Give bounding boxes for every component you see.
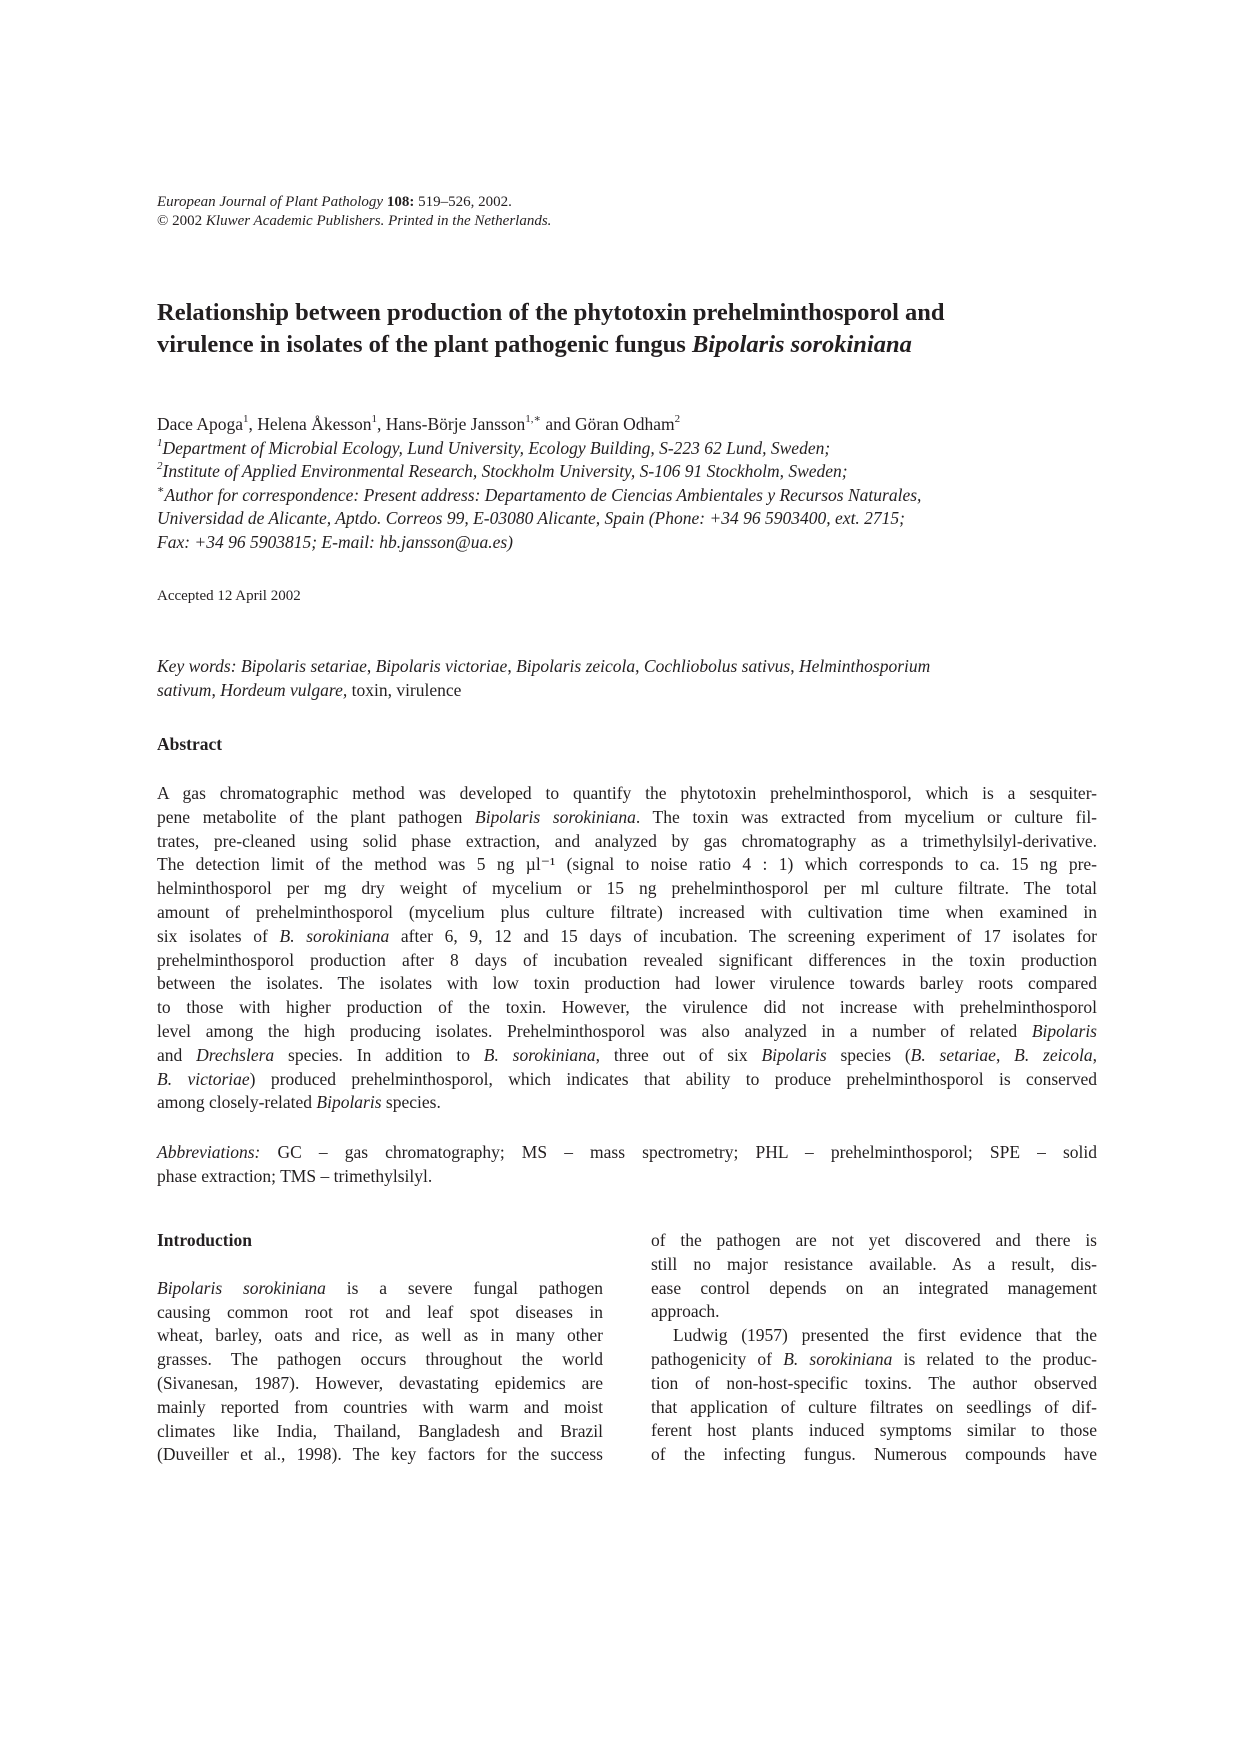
author-1-sup: 1 bbox=[243, 413, 249, 426]
copyright-symbol: © 2002 bbox=[157, 213, 206, 229]
text-run: ) produced prehelminthosporol, which indicates that ability to produce prehelminthosporol is conserved bbox=[249, 1068, 1098, 1089]
title-line-2-prefix: virulence in isolates of the plant pathogenic fungus bbox=[157, 331, 692, 358]
author-2: , Helena Åkesson bbox=[248, 414, 372, 434]
keyword-separator: , bbox=[366, 656, 376, 676]
keyword-separator: , bbox=[211, 679, 221, 700]
journal-copyright bbox=[157, 212, 1057, 231]
title-line-1: Relationship between production of the phytotoxin prehelminthosporol and bbox=[157, 299, 945, 326]
affiliation-1-text: Department of Microbial Ecology, Lund University, Ecology Building, S-223 62 Lund, Sweden; bbox=[162, 437, 831, 458]
author-2-sup: 1 bbox=[371, 413, 377, 426]
abstract-heading: Abstract bbox=[157, 734, 223, 754]
introduction-heading: Introduction bbox=[157, 1230, 252, 1250]
introduction-left-column bbox=[157, 1229, 603, 1467]
correspondence-text-3: Fax: +34 96 5903815; E-mail: hb.jansson@ua.es) bbox=[157, 531, 513, 552]
correspondence-text-1: Author for correspondence: Present address: Departamento de Ciencias Ambientales y Recursos Naturales, bbox=[164, 484, 922, 505]
species-name: Bipolaris bbox=[761, 1044, 827, 1065]
abstract-line: prehelminthosporol production after 8 days of incubation revealed significant differences in the toxin production bbox=[157, 949, 1097, 970]
affiliation-1 bbox=[157, 437, 1117, 461]
text-run: six isolates of bbox=[157, 925, 280, 946]
text-run: species. bbox=[381, 1092, 441, 1113]
abbreviations-line bbox=[157, 1141, 1097, 1165]
species-name: B. sorokiniana bbox=[483, 1044, 596, 1065]
title-species: Bipolaris sorokiniana bbox=[691, 331, 912, 358]
abstract-body bbox=[157, 782, 1097, 1115]
keyword-4: Cochliobolus sativus bbox=[643, 656, 791, 676]
introduction-right-column bbox=[651, 1229, 1097, 1467]
text-run: is related to the produc- bbox=[892, 1348, 1097, 1369]
body-line: of the pathogen are not yet discovered and there is bbox=[651, 1230, 1097, 1250]
species-name: B. sorokiniana bbox=[783, 1348, 893, 1369]
body-line: ease control depends on an integrated management bbox=[651, 1277, 1097, 1298]
species-name: Bipolaris sorokiniana bbox=[475, 806, 636, 827]
keyword-1: Bipolaris setariae bbox=[240, 656, 367, 676]
body-line bbox=[651, 1348, 1097, 1372]
text-run: . The toxin was extracted from mycelium or culture fil- bbox=[635, 806, 1098, 827]
journal-volume: 108: bbox=[386, 194, 415, 210]
abstract-line bbox=[157, 1068, 1097, 1092]
text-run: species. In addition to bbox=[274, 1044, 484, 1065]
species-name: Drechslera bbox=[196, 1044, 275, 1065]
keyword-2: Bipolaris victoriae bbox=[375, 656, 508, 676]
keywords-line-2 bbox=[157, 679, 1097, 703]
text-run: species ( bbox=[826, 1044, 911, 1065]
journal-header bbox=[157, 193, 1057, 231]
species-name: Bipolaris bbox=[316, 1092, 382, 1113]
body-line: of the infecting fungus. Numerous compounds have bbox=[651, 1444, 1097, 1465]
author-block bbox=[157, 413, 1117, 554]
abbreviations bbox=[157, 1141, 1097, 1189]
correspondence-line-2 bbox=[157, 507, 1117, 531]
abstract-line bbox=[157, 1044, 1097, 1068]
affiliation-2 bbox=[157, 460, 1117, 484]
keyword-separator: , bbox=[635, 656, 644, 676]
text-run: and bbox=[157, 1044, 197, 1065]
keyword-3: Bipolaris zeicola bbox=[516, 656, 636, 676]
keyword-separator: , bbox=[790, 656, 799, 676]
body-line: climates like India, Thailand, Bangladesh and Brazil bbox=[157, 1420, 603, 1441]
text-run: , three out of six bbox=[595, 1044, 762, 1065]
accepted-date: Accepted 12 April 2002 bbox=[157, 588, 301, 604]
keywords-label: Key words: bbox=[157, 656, 241, 676]
abstract-line: A gas chromatographic method was developed to quantify the phytotoxin prehelminthosporol, which is a sesquiter- bbox=[157, 783, 1097, 803]
journal-citation bbox=[157, 193, 1057, 212]
text-run: pathogenicity of bbox=[651, 1348, 784, 1369]
text-run: GC – gas chromatography; MS – mass spectrometry; PHL – prehelminthosporol; SPE – solid bbox=[260, 1142, 1097, 1162]
affiliation-1-sup: 1 bbox=[157, 436, 163, 449]
abbreviations-label: Abbreviations: bbox=[157, 1142, 261, 1162]
body-line: (Duveiller et al., 1998). The key factors for the success bbox=[157, 1444, 603, 1465]
text-run: level among the high producing isolates. Prehelminthosporol was also analyzed in a number of related bbox=[157, 1020, 1032, 1041]
abstract-line: trates, pre-cleaned using solid phase extraction, and analyzed by gas chromatography as a trimethylsilyl-derivative. bbox=[157, 830, 1097, 851]
author-4-sup: 2 bbox=[674, 413, 681, 426]
text-run: , bbox=[995, 1044, 1015, 1065]
abstract-line bbox=[157, 925, 1097, 949]
author-1: Dace Apoga bbox=[157, 414, 244, 434]
body-line: tion of non-host-specific toxins. The author observed bbox=[651, 1372, 1097, 1393]
abstract-line: helminthosporol per mg dry weight of mycelium or 15 ng prehelminthosporol per ml culture filtrate. The total bbox=[157, 878, 1097, 899]
species-name: B. sorokiniana bbox=[279, 925, 390, 946]
body-line: grasses. The pathogen occurs throughout the world bbox=[157, 1349, 603, 1370]
text-run: pene metabolite of the plant pathogen bbox=[157, 806, 476, 827]
author-list bbox=[157, 413, 1117, 437]
body-line: mainly reported from countries with warm and moist bbox=[157, 1396, 603, 1417]
text-run: is a severe fungal pathogen bbox=[325, 1277, 604, 1298]
body-line: (Sivanesan, 1987). However, devastating epidemics are bbox=[157, 1372, 603, 1393]
species-name: B. zeicola bbox=[1014, 1044, 1093, 1065]
body-line: that application of culture filtrates on seedlings of dif- bbox=[651, 1396, 1097, 1417]
keyword-5a: Helminthosporium bbox=[799, 656, 931, 676]
species-name: Bipolaris bbox=[1031, 1020, 1097, 1041]
body-line: approach. bbox=[651, 1301, 720, 1322]
publisher-line: Kluwer Academic Publishers. Printed in the Netherlands. bbox=[205, 213, 552, 229]
correspondence-line-1 bbox=[157, 484, 1117, 508]
title-line-2 bbox=[157, 329, 1097, 361]
abstract-line: The detection limit of the method was 5 ng µl⁻¹ (signal to noise ratio 4 : 1) which corresponds to ca. 15 ng pre- bbox=[157, 854, 1097, 875]
body-line: causing common root rot and leaf spot diseases in bbox=[157, 1301, 603, 1322]
paper-title bbox=[157, 297, 1097, 361]
keyword-separator: , bbox=[507, 656, 517, 676]
abstract-line bbox=[157, 1020, 1097, 1044]
journal-name: European Journal of Plant Pathology bbox=[157, 194, 384, 210]
abstract-line bbox=[157, 806, 1097, 830]
affiliation-2-sup: 2 bbox=[157, 460, 163, 473]
species-name: B. setariae bbox=[910, 1044, 996, 1065]
body-line: ferent host plants induced symptoms similar to those bbox=[651, 1420, 1097, 1441]
abstract-line: to those with higher production of the toxin. However, the virulence did not increase with prehelminthosporol bbox=[157, 997, 1097, 1018]
abstract-line bbox=[157, 1091, 1097, 1115]
journal-pages-year: 519–526, 2002. bbox=[414, 194, 512, 210]
affiliation-2-text: Institute of Applied Environmental Research, Stockholm University, S-106 91 Stockholm, Sweden; bbox=[162, 461, 848, 481]
text-run: among closely-related bbox=[157, 1092, 317, 1113]
text-run: , bbox=[1092, 1044, 1097, 1065]
body-line: wheat, barley, oats and rice, as well as in many other bbox=[157, 1325, 603, 1346]
species-name: Bipolaris sorokiniana bbox=[157, 1277, 326, 1298]
text-run: after 6, 9, 12 and 15 days of incubation. The screening experiment of 17 isolates for bbox=[389, 925, 1097, 946]
body-line: still no major resistance available. As a result, dis- bbox=[651, 1253, 1097, 1274]
keywords bbox=[157, 655, 1097, 702]
keyword-5b: sativum bbox=[157, 679, 212, 700]
body-line bbox=[157, 1277, 603, 1301]
keyword-tail: toxin, virulence bbox=[347, 679, 462, 700]
species-name: B. victoriae bbox=[157, 1068, 250, 1089]
body-line: Ludwig (1957) presented the first evidence that the bbox=[673, 1325, 1097, 1346]
keywords-line-1 bbox=[157, 655, 1097, 679]
abbreviations-line: phase extraction; TMS – trimethylsilyl. bbox=[157, 1165, 433, 1186]
author-3: , Hans-Börje Jansson bbox=[376, 414, 526, 434]
correspondence-sup: ∗ bbox=[157, 483, 165, 496]
correspondence-text-2: Universidad de Alicante, Aptdo. Correos 99, E-03080 Alicante, Spain (Phone: +34 96 5903400, ext. 2715; bbox=[157, 508, 906, 528]
correspondence-line-3 bbox=[157, 531, 1117, 555]
author-3-sup: 1,∗ bbox=[525, 413, 541, 426]
keyword-6: Hordeum vulgare, bbox=[220, 679, 348, 700]
abstract-line: amount of prehelminthosporol (mycelium plus culture filtrate) increased with cultivation time when examined in bbox=[157, 901, 1097, 922]
abstract-line: between the isolates. The isolates with low toxin production had lower virulence towards barley roots compared bbox=[157, 973, 1097, 994]
author-4: and Göran Odham bbox=[540, 414, 675, 434]
